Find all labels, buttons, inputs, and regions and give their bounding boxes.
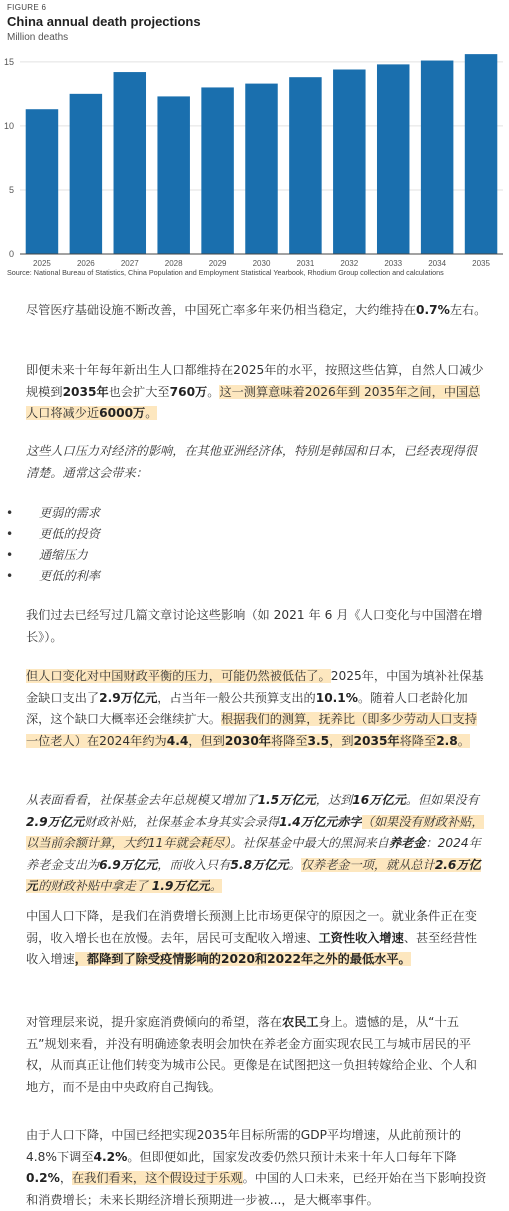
y-tick-label: 0 [8,249,14,259]
paragraph-migrant-workers: 对管理层来说，提升家庭消费倾向的希望，落在农民工身上。遗憾的是，从“十五五”规划来看，并没有明确迹象表明会加快在养老金方面实现农民工与城市居民的平权，从而真正让他们转变为城市公民。更像是在试图把这一负担转嫁给企业、个人和地方，而不是由中央政府自己掏钱。 [26,1015,477,1094]
bar-2029 [201,87,233,254]
paragraph-population-decline: 即便未来十年每年新出生人口都维持在2025年的水平，按照这些估算，自然人口减少规模到2035年也会扩大至760万。这一测算意味着2026年到 2035年之间，中国总人口将减少近6000万。 [26,363,484,420]
paragraph-fiscal-pressure: 但人口变化对中国财政平衡的压力，可能仍然被低估了。2025年，中国为填补社保基金缺口支出了2.9万亿元，占当年一般公共预算支出的10.1%。随着人口老龄化加深，这个缺口大概率还会继续扩大。根据我们的测算，抚养比（即多少劳动人口支持一位老人）在2024年约为4.4，但到2030年将降至3.5，到2035年将降至2.8。 [26,669,484,748]
x-tick-label: 2034 [428,259,447,267]
x-tick-label: 2027 [120,259,139,267]
x-tick-label: 2028 [164,259,183,267]
x-tick-label: 2031 [296,259,315,267]
x-tick-label: 2029 [208,259,227,267]
figure-title: China annual death projections [7,14,201,29]
figure-unit-label: Million deaths [7,32,69,43]
bar-2027 [114,72,146,254]
figure [0,0,509,285]
bar-2035 [465,54,497,254]
x-tick-label: 2025 [33,259,51,267]
paragraph-asian-economies: 这些人口压力对经济的影响，在其他亚洲经济体，特别是韩国和日本，已经表现得很清楚。通常这会带来： [26,444,477,480]
x-tick-label: 2035 [472,259,490,267]
paragraph-previous-articles: 我们过去已经写过几篇文章讨论这些影响（如 2021 年 6 月《人口变化与中国潜在增长》）。 [26,608,483,644]
y-tick-label: 5 [8,184,14,195]
bar-2031 [289,77,321,254]
paragraph-social-security-fund: 从表面看看，社保基金去年总规模又增加了1.5万亿元，达到16万亿元。但如果没有2.9万亿元财政补贴，社保基金本身其实会录得1.4万亿元赤字（如果没有财政补贴，以当前余额计算，大约11年就会耗尽）。社保基金中最大的黑洞来自养老金：2024年养老金支出为6.9万亿元，而收入只有5.8万亿元。仅养老金一项，就从总计2.6万亿元的财政补贴中拿走了 1.9万亿元。 [26,793,484,893]
bar-2028 [157,96,189,254]
bar-2030 [245,84,277,254]
x-tick-label: 2026 [76,259,95,267]
figure-source: Source: National Bureau of Statistics, China Population and Employment Statistical Yearbook, Rhodium Group collection and calculations [7,268,444,277]
paragraph-mortality: 尽管医疗基础设施不断改善，中国死亡率多年来仍相当稳定，大约维持在0.7%左右。 [26,303,487,317]
bar-2034 [421,61,453,254]
paragraph-gdp-outlook: 由于人口下降，中国已经把实现2035年目标所需的GDP平均增速，从此前预计的4.8%下调至4.2%。但即便如此，国家发改委仍然只预计未来十年人口每年下降0.2%，在我们看来，这个假设过于乐观。中国的人口未来，已经开始在当下影响投资和消费增长；未来长期经济增长预期进一步被...，是大概率事件。 [26,1128,487,1207]
y-tick-label: 15 [3,56,14,67]
x-tick-label: 2033 [384,259,403,267]
figure-label: FIGURE 6 [7,3,47,12]
bar-2025 [26,109,58,254]
bar-2033 [377,64,409,254]
y-tick-label: 10 [3,120,14,131]
x-tick-label: 2032 [340,259,359,267]
x-tick-label: 2030 [252,259,271,267]
bar-2026 [70,94,102,254]
bar-2032 [333,70,365,255]
paragraph-consumption: 中国人口下降，是我们在消费增长预测上比市场更保守的原因之一。就业条件正在变弱，收入增长也在放慢。去年，居民可支配收入增速、工资性收入增速、甚至经营性收入增速，都降到了除受疫情影响的2020和2022年之外的最低水平。 [26,909,477,966]
death-projection-chart [0,45,509,267]
